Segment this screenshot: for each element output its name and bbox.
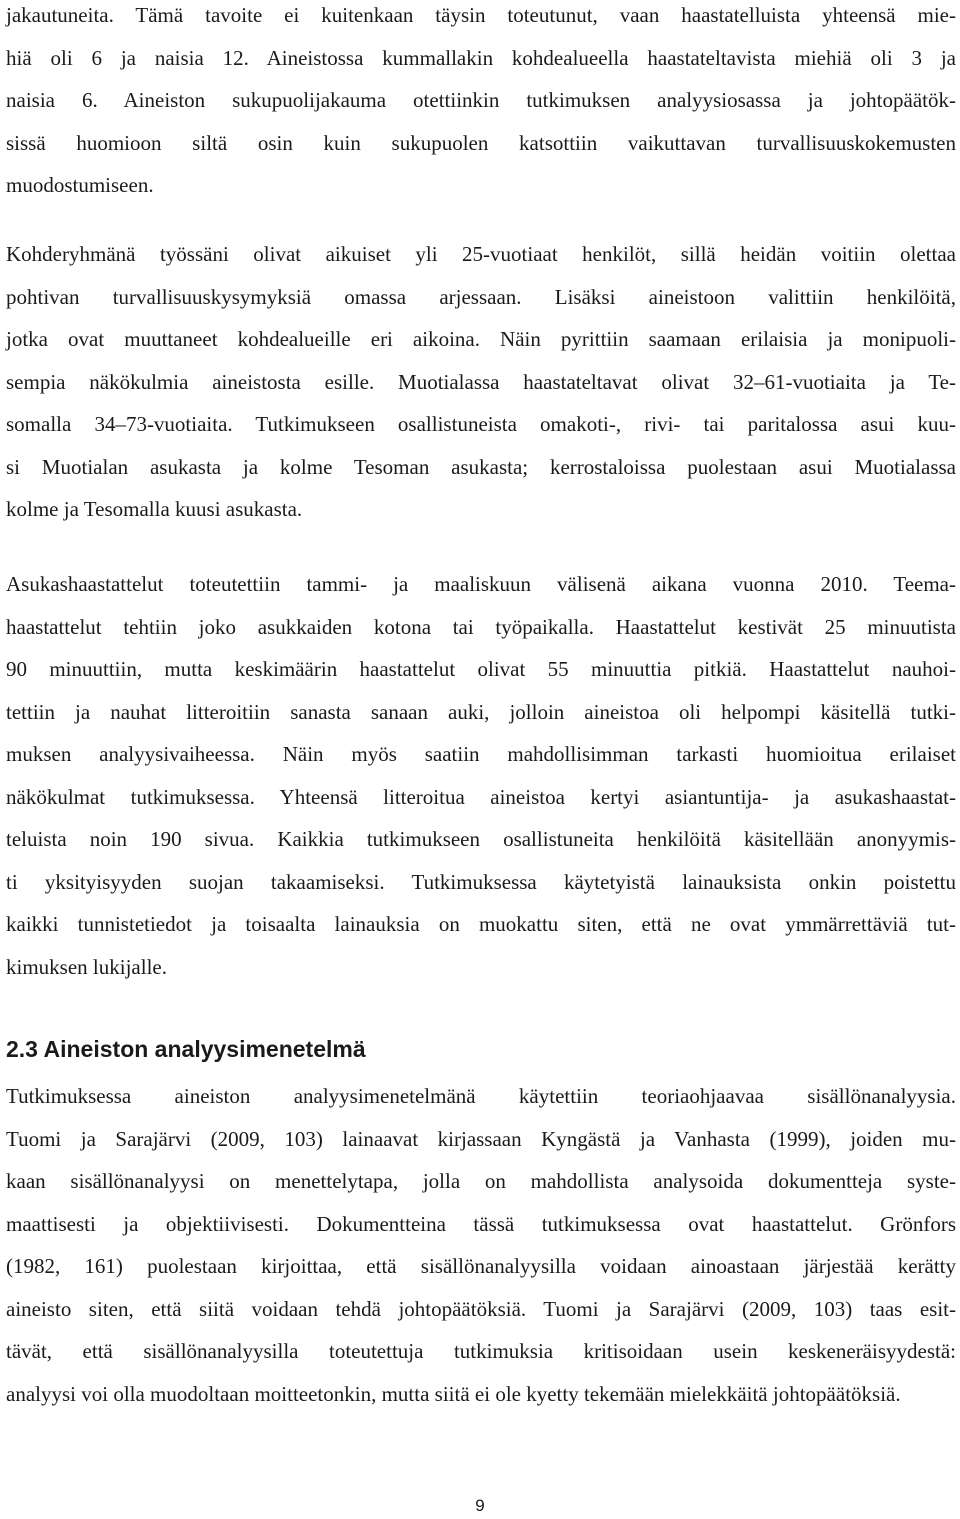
paragraph-interviews bbox=[6, 563, 956, 988]
text-line: sempia näkökulmia aineistosta esille. Muotialassa haastateltavat olivat 32–61-vuotiaita ja Te- bbox=[6, 369, 956, 394]
text-line: muodostumiseen. bbox=[6, 173, 154, 197]
section-heading: 2.3 Aineiston analyysimenetelmä bbox=[6, 1036, 366, 1062]
text-line: teluista noin 190 sivua. Kaikkia tutkimukseen osallistuneita henkilöitä käsitellään anonyymis- bbox=[6, 827, 956, 851]
text-line: pohtivan turvallisuuskysymyksiä omassa arjessaan. Lisäksi aineistoon valittiin henkilöitä, bbox=[6, 284, 956, 309]
text-line: kolme ja Tesomalla kuusi asukasta. bbox=[6, 497, 303, 521]
text-line: 90 minuuttiin, mutta keskimäärin haastattelut olivat 55 minuuttia pitkiä. Haastattelut nauhoi- bbox=[6, 657, 956, 681]
text-line: hiä oli 6 ja naisia 12. Aineistossa kummallakin kohdealueella haastateltavista miehiä oli 3 ja bbox=[6, 45, 956, 70]
text-line: somalla 34–73-vuotiaita. Tutkimukseen osallistuneista omakoti-, rivi- tai paritalossa asui kuu- bbox=[6, 412, 956, 436]
text-line: kaikki tunnistetiedot ja toisaalta lainauksia on muokattu siten, että ne ovat ymmärrettäviä tut- bbox=[6, 912, 956, 936]
text-line: ti yksityisyyden suojan takaamiseksi. Tutkimuksessa käytetyistä lainauksista onkin poistettu bbox=[6, 869, 956, 894]
text-line: tävät, että sisällönanalyysilla toteutettuja tutkimuksia kritisoidaan usein keskeneräisyydestä: bbox=[6, 1339, 956, 1363]
text-line: si Muotialan asukasta ja kolme Tesoman asukasta; kerrostaloissa puolestaan asui Muotialassa bbox=[6, 454, 956, 479]
page-number: 9 bbox=[475, 1496, 485, 1515]
text-line: kaan sisällönanalyysi on menettelytapa, jolla on mahdollista analysoida dokumentteja syste- bbox=[6, 1169, 956, 1193]
text-line: (1982, 161) puolestaan kirjoittaa, että sisällönanalyysilla voidaan ainoastaan järjestää kerätty bbox=[6, 1254, 956, 1278]
text-line: Tuomi ja Sarajärvi (2009, 103) lainaavat kirjassaan Kyngästä ja Vanhasta (1999), joiden mu- bbox=[6, 1126, 956, 1151]
text-line: näkökulmat tutkimuksessa. Yhteensä litteroitua aineistoa kertyi asiantuntija- ja asukashaastat- bbox=[6, 784, 956, 809]
text-line: jotka ovat muuttaneet kohdealueille eri aikoina. Näin pyrittiin saamaan erilaisia ja monipuoli- bbox=[6, 327, 956, 351]
text-line: analyysi voi olla muodoltaan moitteetonkin, mutta siitä ei ole kyetty tekemään mielekkäitä johtopäätöksiä. bbox=[6, 1381, 901, 1406]
text-line: muksen analyysivaiheessa. Näin myös saatiin mahdollisimman tarkasti huomioitua erilaiset bbox=[6, 742, 956, 766]
text-line: tettiin ja nauhat litteroitiin sanasta sanaan auki, jolloin aineistoa oli helpompi käsitellä tutki- bbox=[6, 699, 956, 724]
text-line: naisia 6. Aineiston sukupuolijakauma otettiinkin tutkimuksen analyysiosassa ja johtopäätök- bbox=[6, 88, 956, 112]
text-line: haastattelut tehtiin joko asukkaiden kotona tai työpaikalla. Haastattelut kestivät 25 minuutista bbox=[6, 614, 956, 639]
text-line: sissä huomioon siltä osin kuin sukupuolen katsottiin vaikuttavan turvallisuuskokemusten bbox=[6, 130, 956, 155]
text-line: Kohderyhmänä työssäni olivat aikuiset yli 25-vuotiaat henkilöt, sillä heidän voitiin olettaa bbox=[6, 242, 956, 266]
paragraph-analysis-method bbox=[6, 1075, 956, 1415]
text-line: jakautuneita. Tämä tavoite ei kuitenkaan täysin toteutunut, vaan haastatelluista yhteensä mie- bbox=[6, 3, 956, 27]
paragraph-gender-distribution bbox=[6, 0, 956, 207]
text-line: Tutkimuksessa aineiston analyysimenetelmänä käytettiin teoriaohjaavaa sisällönanalyysia. bbox=[6, 1084, 956, 1108]
text-line: maattisesti ja objektiivisesti. Dokumentteina tässä tutkimuksessa ovat haastattelut. Grönfors bbox=[6, 1211, 956, 1236]
text-line: aineisto siten, että siitä voidaan tehdä johtopäätöksiä. Tuomi ja Sarajärvi (2009, 103) taas esit- bbox=[6, 1296, 956, 1321]
text-line: Asukashaastattelut toteutettiin tammi- ja maaliskuun välisenä aikana vuonna 2010. Teema- bbox=[6, 572, 956, 596]
text-line: kimuksen lukijalle. bbox=[6, 954, 167, 979]
paragraph-target-group bbox=[6, 233, 956, 531]
